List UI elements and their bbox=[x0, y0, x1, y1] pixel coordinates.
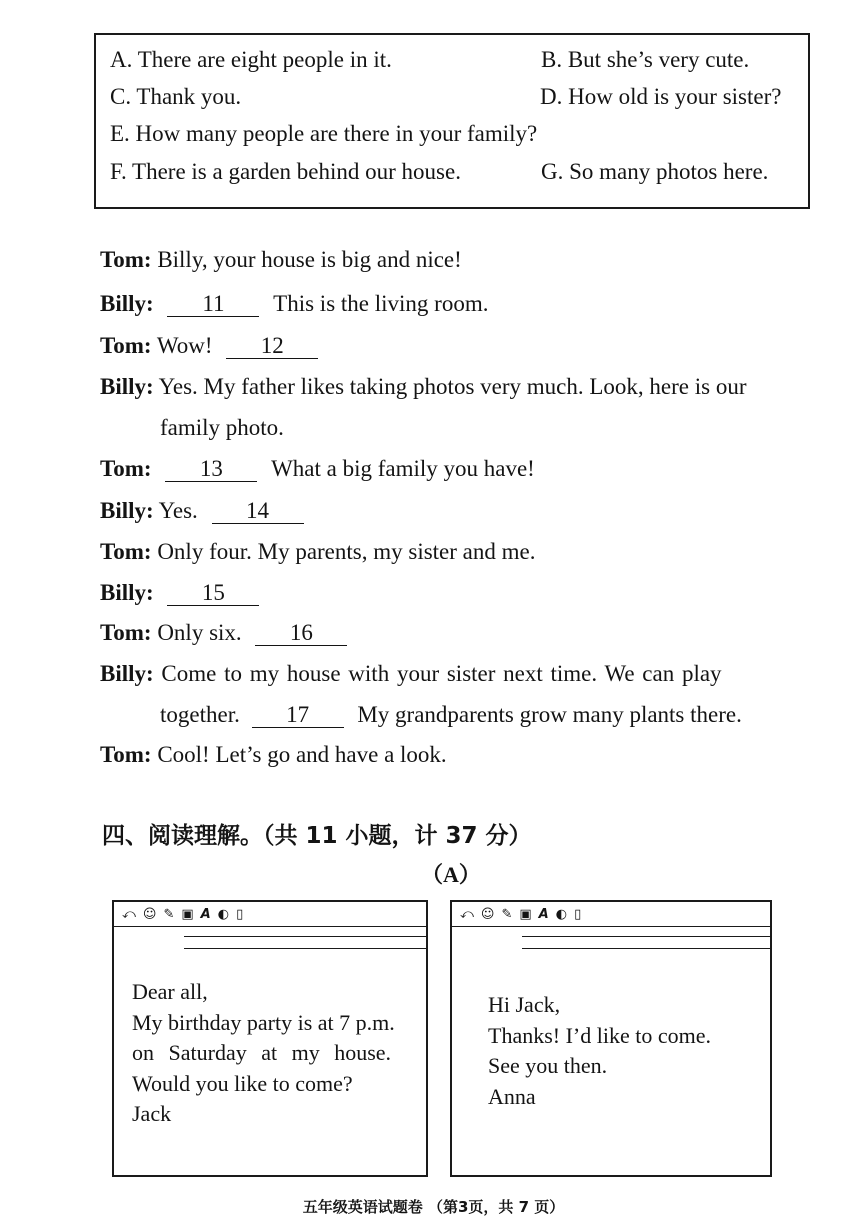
dialogue-text: Cool! Let’s go and have a look. bbox=[157, 742, 447, 767]
email-body bbox=[132, 977, 395, 1130]
color-icon[interactable]: ◐ bbox=[555, 907, 568, 922]
dialogue-line bbox=[100, 742, 447, 768]
speaker-label: Billy: bbox=[100, 291, 154, 316]
divider bbox=[452, 926, 770, 927]
dialogue-text: Yes. My father likes taking photos very much. Look, here is our bbox=[158, 374, 747, 399]
email-line: Thanks! I’d like to come. bbox=[488, 1022, 711, 1048]
attach-icon[interactable]: ✎ bbox=[163, 907, 175, 922]
dialogue-line bbox=[100, 456, 535, 482]
image-icon[interactable]: ▣ bbox=[181, 907, 194, 922]
reply-icon[interactable]: ⤺ bbox=[122, 907, 136, 922]
image-icon[interactable]: ▣ bbox=[519, 907, 532, 922]
email-card-left bbox=[112, 900, 428, 1177]
dialogue-text: Yes. bbox=[158, 498, 198, 523]
dialogue-continuation: family photo. bbox=[160, 415, 284, 440]
answer-blank-12[interactable]: 12 bbox=[226, 334, 318, 359]
answer-blank-15[interactable]: 15 bbox=[167, 581, 259, 606]
speaker-label: Billy: bbox=[100, 498, 154, 523]
option-d: D. How old is your sister? bbox=[540, 84, 782, 109]
divider bbox=[114, 926, 426, 927]
option-e: E. How many people are there in your family? bbox=[110, 121, 538, 146]
dialogue-line bbox=[100, 291, 488, 317]
email-line: on Saturday at my house. bbox=[132, 1040, 392, 1065]
document-icon[interactable]: ▯ bbox=[236, 907, 244, 922]
answer-blank-14[interactable]: 14 bbox=[212, 499, 304, 524]
font-icon[interactable]: A bbox=[200, 907, 211, 922]
dialogue-text: My grandparents grow many plants there. bbox=[357, 702, 742, 727]
dialogue-continuation bbox=[160, 702, 742, 728]
email-toolbar bbox=[460, 906, 581, 924]
email-line: Jack bbox=[132, 1101, 172, 1126]
divider bbox=[184, 936, 426, 937]
email-line: Would you like to come? bbox=[132, 1070, 353, 1096]
reply-icon[interactable]: ⤺ bbox=[460, 907, 474, 922]
email-line: Dear all, bbox=[132, 979, 208, 1004]
answer-blank-13[interactable]: 13 bbox=[165, 457, 257, 482]
document-icon[interactable]: ▯ bbox=[574, 907, 582, 922]
dialogue-text: Wow! bbox=[156, 333, 213, 358]
divider bbox=[522, 948, 770, 949]
color-icon[interactable]: ◐ bbox=[217, 907, 230, 922]
dialogue-text: This is the living room. bbox=[273, 291, 489, 316]
font-icon[interactable]: A bbox=[538, 907, 549, 922]
answer-blank-16[interactable]: 16 bbox=[255, 621, 347, 646]
divider bbox=[522, 936, 770, 937]
speaker-label: Tom: bbox=[100, 247, 152, 272]
email-line: See you then. bbox=[488, 1053, 608, 1078]
dialogue-line bbox=[100, 661, 722, 687]
speaker-label: Billy: bbox=[100, 580, 154, 605]
face-icon[interactable]: ☺ bbox=[480, 907, 495, 922]
speaker-label: Tom: bbox=[100, 333, 152, 358]
speaker-label: Billy: bbox=[100, 374, 154, 399]
option-b: B. But she’s very cute. bbox=[541, 47, 750, 72]
dialogue-line bbox=[100, 539, 535, 565]
dialogue-text: Come to my house with your sister next time. We can play bbox=[161, 661, 722, 686]
page-footer: 五年级英语试题卷 （第3页，共 7 页） bbox=[302, 1198, 565, 1216]
dialogue-text: Billy, your house is big and nice! bbox=[157, 247, 462, 272]
speaker-label: Tom: bbox=[100, 620, 152, 645]
dialogue-line bbox=[100, 498, 304, 524]
dialogue-line bbox=[100, 374, 746, 400]
email-line: Hi Jack, bbox=[488, 992, 561, 1017]
option-f: F. There is a garden behind our house. bbox=[110, 159, 461, 184]
speaker-label: Tom: bbox=[100, 456, 152, 481]
email-card-right bbox=[450, 900, 772, 1177]
option-c: C. Thank you. bbox=[110, 84, 242, 109]
section-title: 四、阅读理解。（共 11 小题，计 37 分） bbox=[102, 823, 532, 849]
dialogue-text: Only four. My parents, my sister and me. bbox=[157, 539, 536, 564]
divider bbox=[184, 948, 426, 949]
email-body bbox=[488, 990, 711, 1112]
email-line: My birthday party is at 7 p.m. bbox=[132, 1009, 395, 1035]
answer-blank-11[interactable]: 11 bbox=[167, 292, 259, 317]
email-line: Anna bbox=[488, 1083, 536, 1109]
face-icon[interactable]: ☺ bbox=[142, 907, 157, 922]
speaker-label: Tom: bbox=[100, 742, 152, 767]
answer-blank-17[interactable]: 17 bbox=[252, 703, 344, 728]
speaker-label: Tom: bbox=[100, 539, 152, 564]
dialogue-text: Only six. bbox=[157, 620, 242, 645]
dialogue-line bbox=[100, 333, 318, 359]
speaker-label: Billy: bbox=[100, 661, 154, 686]
option-a: A. There are eight people in it. bbox=[110, 47, 392, 72]
attach-icon[interactable]: ✎ bbox=[501, 907, 513, 922]
dialogue-line bbox=[100, 620, 347, 646]
dialogue-line bbox=[100, 580, 259, 606]
passage-label: （A） bbox=[421, 862, 481, 887]
dialogue-line bbox=[100, 247, 462, 273]
option-g: G. So many photos here. bbox=[541, 159, 769, 184]
email-toolbar bbox=[122, 906, 243, 924]
dialogue-text: together. bbox=[160, 702, 240, 727]
dialogue-text: What a big family you have! bbox=[271, 456, 535, 481]
